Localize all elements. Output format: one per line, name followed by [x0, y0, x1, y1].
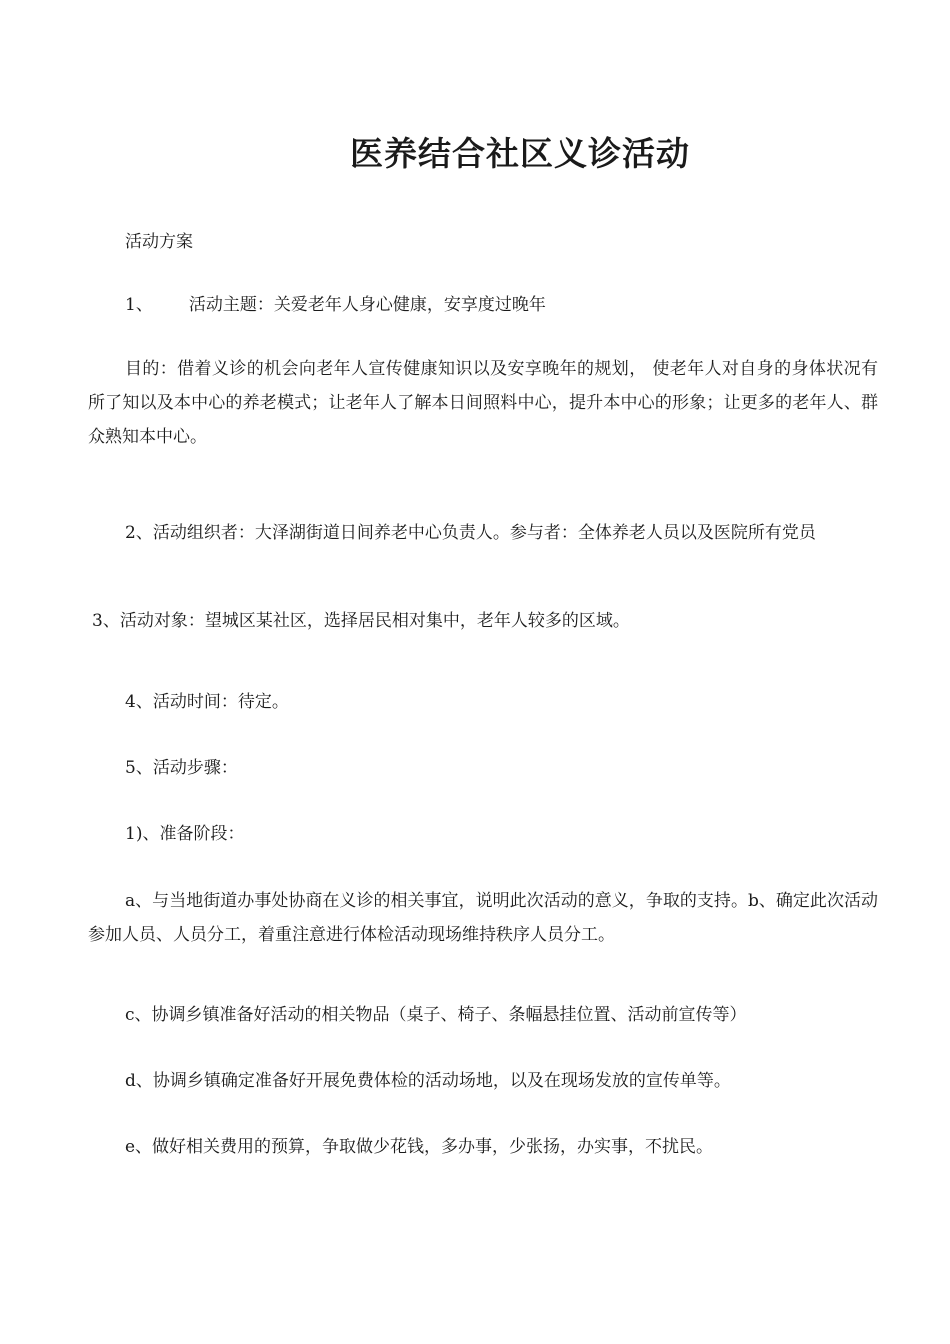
- step-1: 1)、准备阶段：: [125, 824, 245, 844]
- section-heading: 活动方案: [125, 232, 193, 252]
- document-title: 医养结合社区义诊活动: [350, 134, 690, 173]
- item-1-number: 1、: [125, 295, 153, 315]
- item-4: 4、活动时间：待定。: [125, 692, 289, 712]
- step-e: e、做好相关费用的预算，争取做少花钱，多办事，少张扬，办实事，不扰民。: [125, 1137, 714, 1157]
- item-1-text: 活动主题：关爱老年人身心健康，安享度过晚年: [188, 295, 546, 315]
- item-1: [125, 293, 546, 317]
- step-a-b: a、与当地街道办事处协商在义诊的相关事宜，说明此次活动的意义，争取的支持。b、确定此次活动参加人员、人员分工，着重注意进行体检活动现场维持秩序人员分工。: [88, 891, 878, 945]
- purpose-paragraph: 目的：借着义诊的机会向老年人宣传健康知识以及安享晚年的规划， 使老年人对自身的身体状况有所了知以及本中心的养老模式；让老年人了解本日间照料中心，提升本中心的形象；让更多的老年人、群众熟知本中心。: [88, 359, 878, 447]
- item-3: 3、活动对象：望城区某社区，选择居民相对集中，老年人较多的区域。: [92, 611, 630, 631]
- step-c: c、协调乡镇准备好活动的相关物品（桌子、椅子、条幅悬挂位置、活动前宣传等）: [125, 1005, 747, 1025]
- item-5: 5、活动步骤：: [125, 758, 238, 778]
- step-d: d、协调乡镇确定准备好开展免费体检的活动场地，以及在现场发放的宣传单等。: [125, 1071, 731, 1091]
- item-2: 2、活动组织者：大泽湖街道日间养老中心负责人。参与者：全体养老人员以及医院所有党员: [125, 523, 816, 543]
